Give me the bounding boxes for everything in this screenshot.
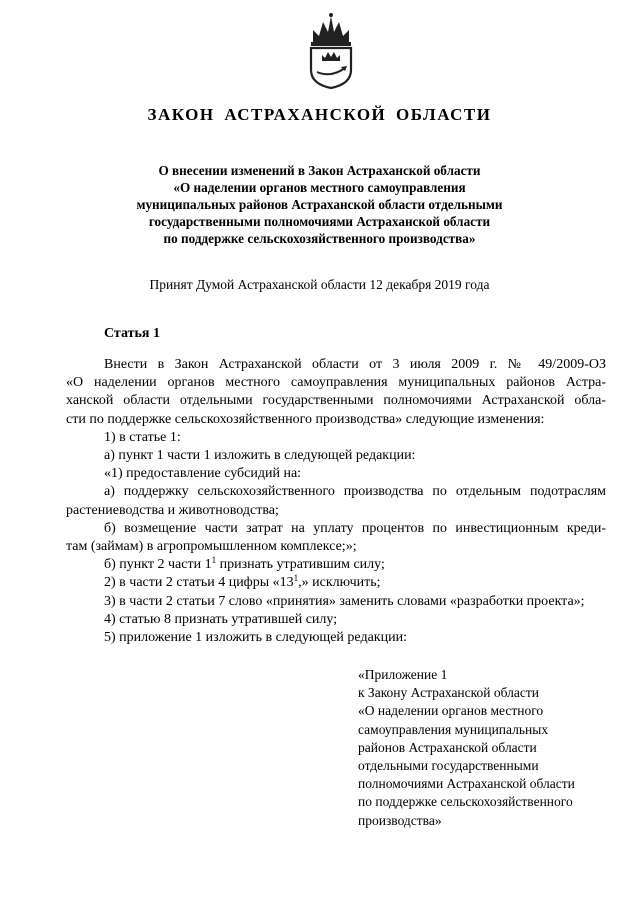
list-item: «1) предоставление субсидий на:: [104, 466, 302, 482]
appendix-line: по поддержке сельскохозяйственного: [358, 794, 573, 810]
item-text: б) пункт 2 части 1: [104, 557, 212, 573]
subtitle-line: О внесении изменений в Закон Астраханской области: [158, 163, 481, 178]
appendix-line: «Приложение 1: [358, 667, 448, 682]
paragraph-line: «О наделении органов местного самоуправления муниципальных районов Астра-: [66, 375, 606, 391]
item-text: 2) в части 2 статьи 4 цифры «13: [104, 575, 294, 591]
list-item: 4) статью 8 признать утратившей силу;: [104, 611, 338, 627]
superscript: 1: [211, 555, 217, 566]
coat-of-arms-icon: [301, 12, 361, 90]
list-item: б) возмещение части затрат на уплату процентов по инвестиционным креди-: [104, 520, 606, 536]
superscript: 1: [293, 573, 299, 584]
appendix-line: «О наделении органов местного: [358, 703, 544, 719]
paragraph-line: там (займам) в агропромышленном комплексе;»;: [66, 539, 357, 555]
paragraph-line: Внести в Закон Астраханской области от 3 июля 2009 г. № 49/2009-ОЗ: [104, 357, 606, 372]
adoption-date-line: Принят Думой Астраханской области 12 декабря 2019 года: [149, 277, 490, 292]
list-item: 5) приложение 1 изложить в следующей редакции:: [104, 630, 407, 646]
law-subtitle: [60, 162, 579, 247]
appendix-line: отдельными государственными: [358, 758, 539, 774]
list-item: [66, 556, 606, 574]
list-item: а) пункт 1 части 1 изложить в следующей редакции:: [104, 448, 416, 464]
item-text: признать утратившим силу;: [216, 557, 385, 573]
subtitle-line: по поддержке сельскохозяйственного производства»: [163, 231, 476, 246]
appendix-line: полномочиями Астраханской области: [358, 776, 575, 792]
paragraph-line: растениеводства и животноводства;: [66, 502, 279, 518]
appendix-line: производства»: [358, 812, 442, 828]
list-item: а) поддержку сельскохозяйственного производства по отдельным подотраслям: [104, 484, 606, 500]
list-item: 1) в статье 1:: [104, 429, 181, 445]
article-heading: Статья 1: [104, 326, 160, 341]
item-text: ,» исключить;: [298, 575, 381, 591]
list-item: 3) в части 2 статьи 7 слово «принятия» заменить словами «разработки проекта»;: [104, 593, 585, 609]
law-title: ЗАКОН АСТРАХАНСКОЙ ОБЛАСТИ: [147, 105, 492, 124]
paragraph-line: ханской области отдельными государственными полномочиями Астраханской обла-: [66, 393, 606, 409]
appendix-line: к Закону Астраханской области: [358, 685, 540, 701]
subtitle-line: государственными полномочиями Астраханской области: [148, 214, 491, 229]
subtitle-line: муниципальных районов Астраханской области отдельными: [136, 197, 503, 212]
article-body: [66, 356, 606, 647]
appendix-line: районов Астраханской области: [358, 739, 537, 755]
list-item: [66, 574, 606, 592]
subtitle-line: «О наделении органов местного самоуправления: [173, 180, 466, 195]
paragraph-line: сти по поддержке сельскохозяйственного производства» следующие изменения:: [66, 411, 545, 427]
appendix-heading: [358, 666, 575, 830]
appendix-line: самоуправления муниципальных: [358, 721, 549, 737]
